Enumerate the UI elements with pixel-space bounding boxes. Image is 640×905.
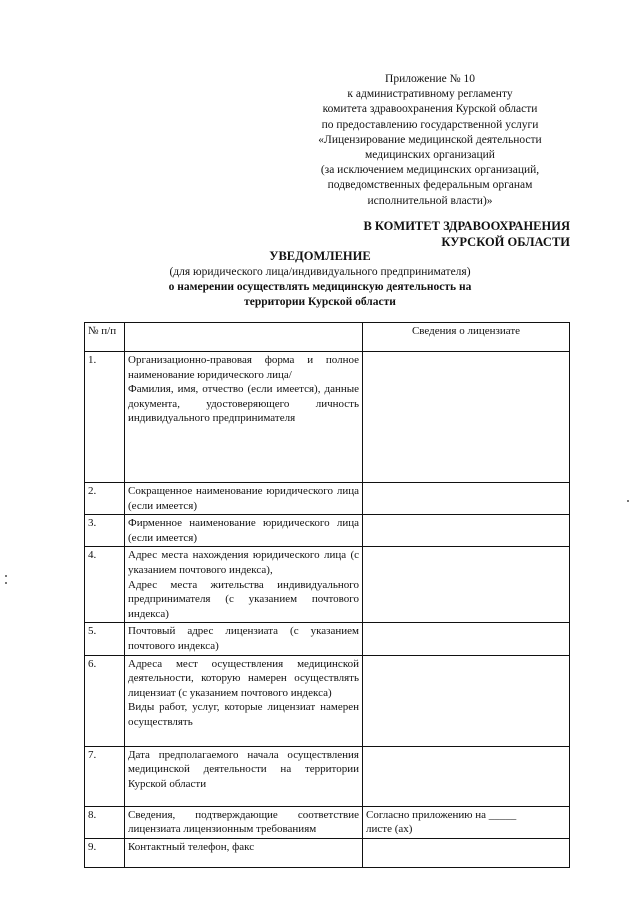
row-number-cell: 8.	[85, 806, 125, 838]
appendix-header	[300, 72, 560, 209]
purpose-line-2: территории Курской области	[244, 296, 396, 308]
appendix-line: комитета здравоохранения Курской области	[322, 103, 538, 116]
row-label-cell	[125, 483, 363, 515]
row-value-text: листе (ах)	[366, 823, 413, 836]
row-value-cell[interactable]	[363, 623, 570, 655]
appendix-line: (за исключением медицинских организаций,	[320, 164, 540, 177]
row-label-text: Почтовый адрес лицензиата (с указанием почтового индекса)	[128, 625, 359, 652]
row-label-text: Организационно-правовая форма и полное наименование юридического лица/	[128, 354, 359, 381]
table-row	[85, 352, 570, 483]
row-label-text: Сведения, подтверждающие соответствие лицензиата лицензионным требованиям	[128, 808, 359, 836]
row-label-text: Фирменное наименование юридического лица (если имеется)	[128, 517, 359, 544]
table-row	[85, 483, 570, 515]
row-number-cell: 9.	[85, 838, 125, 867]
row-label-cell	[125, 746, 363, 806]
row-value-cell[interactable]	[363, 547, 570, 623]
row-label-cell	[125, 838, 363, 867]
table-row	[85, 547, 570, 623]
row-label-cell	[125, 806, 363, 838]
licensee-info-table	[84, 322, 570, 868]
appendix-line: по предоставлению государственной услуги	[321, 118, 539, 131]
table-row	[85, 746, 570, 806]
row-label-cell	[125, 655, 363, 746]
appendix-line: Приложение № 10	[385, 73, 475, 85]
appendix-line: подведомственных федеральным органам	[327, 179, 533, 192]
table-row	[85, 806, 570, 838]
row-label-cell	[125, 623, 363, 655]
header-value-cell: Сведения о лицензиате	[363, 323, 570, 352]
row-label-text: Фамилия, имя, отчество (если имеется), данные документа, удостоверяющего личность индивидуального предпринимателя	[128, 383, 359, 425]
recipient-block	[310, 219, 570, 250]
appendix-line: к административному регламенту	[347, 88, 513, 101]
row-label-text: Виды работ, услуг, которые лицензиат намерен осуществлять	[128, 701, 359, 728]
row-value-cell[interactable]	[363, 515, 570, 547]
row-number-cell: 6.	[85, 655, 125, 746]
row-label-text: Адрес места нахождения юридического лица (с указанием почтового индекса),	[128, 549, 359, 576]
scan-speck	[627, 500, 629, 502]
scan-speck	[5, 582, 7, 584]
row-number-cell: 3.	[85, 515, 125, 547]
row-label-text: Сокращенное наименование юридического лица (если имеется)	[128, 485, 359, 512]
document-subtitle: (для юридического лица/индивидуального предпринимателя)	[169, 266, 471, 278]
recipient-line-1: В КОМИТЕТ ЗДРАВООХРАНЕНИЯ	[363, 219, 570, 233]
header-num-cell: № п/п	[85, 323, 125, 352]
appendix-line: медицинских организаций	[365, 149, 495, 162]
row-number-cell: 7.	[85, 746, 125, 806]
table-row	[85, 838, 570, 867]
row-value-cell[interactable]	[363, 806, 570, 838]
row-label-cell	[125, 352, 363, 483]
document-title: УВЕДОМЛЕНИЕ	[269, 249, 371, 263]
row-value-cell[interactable]	[363, 483, 570, 515]
table-row	[85, 655, 570, 746]
row-label-cell	[125, 547, 363, 623]
table-header-row	[85, 323, 570, 352]
appendix-line: «Лицензирование медицинской деятельности	[318, 133, 542, 146]
row-label-text: Дата предполагаемого начала осуществления медицинской деятельности на территории Курской области	[128, 748, 359, 790]
row-value-cell[interactable]	[363, 838, 570, 867]
row-number-cell: 2.	[85, 483, 125, 515]
appendix-line: исполнительной власти)»	[367, 194, 493, 207]
row-value-cell[interactable]	[363, 352, 570, 483]
scan-speck	[5, 575, 7, 577]
row-value-cell[interactable]	[363, 746, 570, 806]
row-label-cell	[125, 515, 363, 547]
row-value-cell[interactable]	[363, 655, 570, 746]
header-label-cell	[125, 323, 363, 352]
row-value-text: Согласно приложению на _____	[366, 808, 517, 821]
table-row	[85, 515, 570, 547]
row-label-text: Адреса мест осуществления медицинской деятельности, которую намерен осуществлять лицензиат (с указанием почтового индекса)	[128, 657, 359, 699]
row-number-cell: 4.	[85, 547, 125, 623]
document-purpose	[0, 280, 640, 310]
purpose-line-1: о намерении осуществлять медицинскую деятельность на	[168, 281, 472, 293]
row-label-text: Контактный телефон, факс	[128, 840, 255, 853]
row-label-text: Адрес места жительства индивидуального предпринимателя (с указанием почтового индекса)	[128, 578, 359, 620]
row-number-cell: 1.	[85, 352, 125, 483]
row-number-cell: 5.	[85, 623, 125, 655]
recipient-line-2: КУРСКОЙ ОБЛАСТИ	[441, 234, 570, 249]
table-row	[85, 623, 570, 655]
